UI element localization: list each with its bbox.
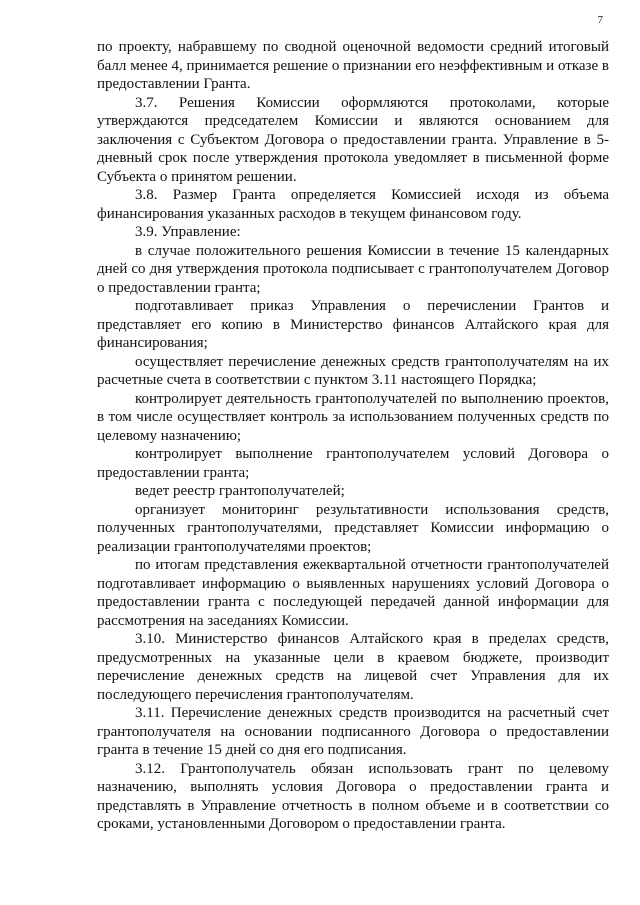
paragraph-3-9-item-transfer: осуществляет перечисление денежных средств грантополучателям на их расчетные счета в соответствии с пунктом 3.11 настоящего Порядка; <box>97 353 609 388</box>
document-body <box>97 38 609 834</box>
paragraph-3-7: 3.7. Решения Комиссии оформляются протоколами, которые утверждаются председателем Комиссии и являются основанием для заключения с Субъектом Договора о предоставлении гранта. Управление в 5-дневный срок после утверждения протокола уведомляет в письменной форме Субъекта о принятом решении. <box>97 94 609 185</box>
page-number: 7 <box>597 14 603 26</box>
paragraph-3-11: 3.11. Перечисление денежных средств производится на расчетный счет грантополучателя на основании подписанного Договора о предоставлении гранта в течение 15 дней со дня его подписания. <box>97 705 609 758</box>
paragraph-3-9-item-control-conditions: контролирует выполнение грантополучателем условий Договора о предоставлении гранта; <box>97 446 609 481</box>
paragraph-3-9-item-reporting: по итогам представления ежеквартальной отчетности грантополучателей подготавливает информацию о выявленных нарушениях условий Договора о предоставлении гранта с последующей передачей данной информации для рассмотрения на заседаниях Комиссии. <box>97 557 609 629</box>
paragraph-3-12: 3.12. Грантополучатель обязан использовать грант по целевому назначению, выполнять условия Договора о предоставлении гранта и представлять в Управление отчетность в полном объеме и в соответствии со сроками, установленными Договором о предоставлении гранта. <box>97 760 609 832</box>
paragraph-3-9-item-order: подготавливает приказ Управления о перечислении Грантов и представляет его копию в Министерство финансов Алтайского края для финансирования; <box>97 298 609 351</box>
paragraph-3-9-item-control-activity: контролирует деятельность грантополучателей по выполнению проектов, в том числе осуществляет контроль за использованием полученных средств по целевому назначению; <box>97 390 609 444</box>
paragraph-3-8: 3.8. Размер Гранта определяется Комиссией исходя из объема финансирования указанных расходов в текущем финансовом году. <box>97 187 609 222</box>
paragraph-3-9-item-monitoring: организует мониторинг результативности использования средств, полученных грантополучателями, представляет Комиссии информацию о реализации грантополучателями проектов; <box>97 501 609 555</box>
paragraph-3-9-item-contract: в случае положительного решения Комиссии в течение 15 календарных дней со дня утверждения протокола подписывает с грантополучателем Договор о предоставлении гранта; <box>97 242 609 296</box>
paragraph-continuation: по проекту, набравшему по сводной оценочной ведомости средний итоговый балл менее 4, принимается решение о признании его неэффективным и отказе в предоставлении Гранта. <box>97 39 609 92</box>
paragraph-3-9-item-registry: ведет реестр грантополучателей; <box>135 483 345 499</box>
paragraph-3-10: 3.10. Министерство финансов Алтайского края в пределах средств, предусмотренных на указанные цели в краевом бюджете, производит перечисление денежных средств на лицевой счет Управления для их последующего перечисления грантополучателям. <box>97 631 609 703</box>
paragraph-3-9-heading: 3.9. Управление: <box>135 224 241 240</box>
